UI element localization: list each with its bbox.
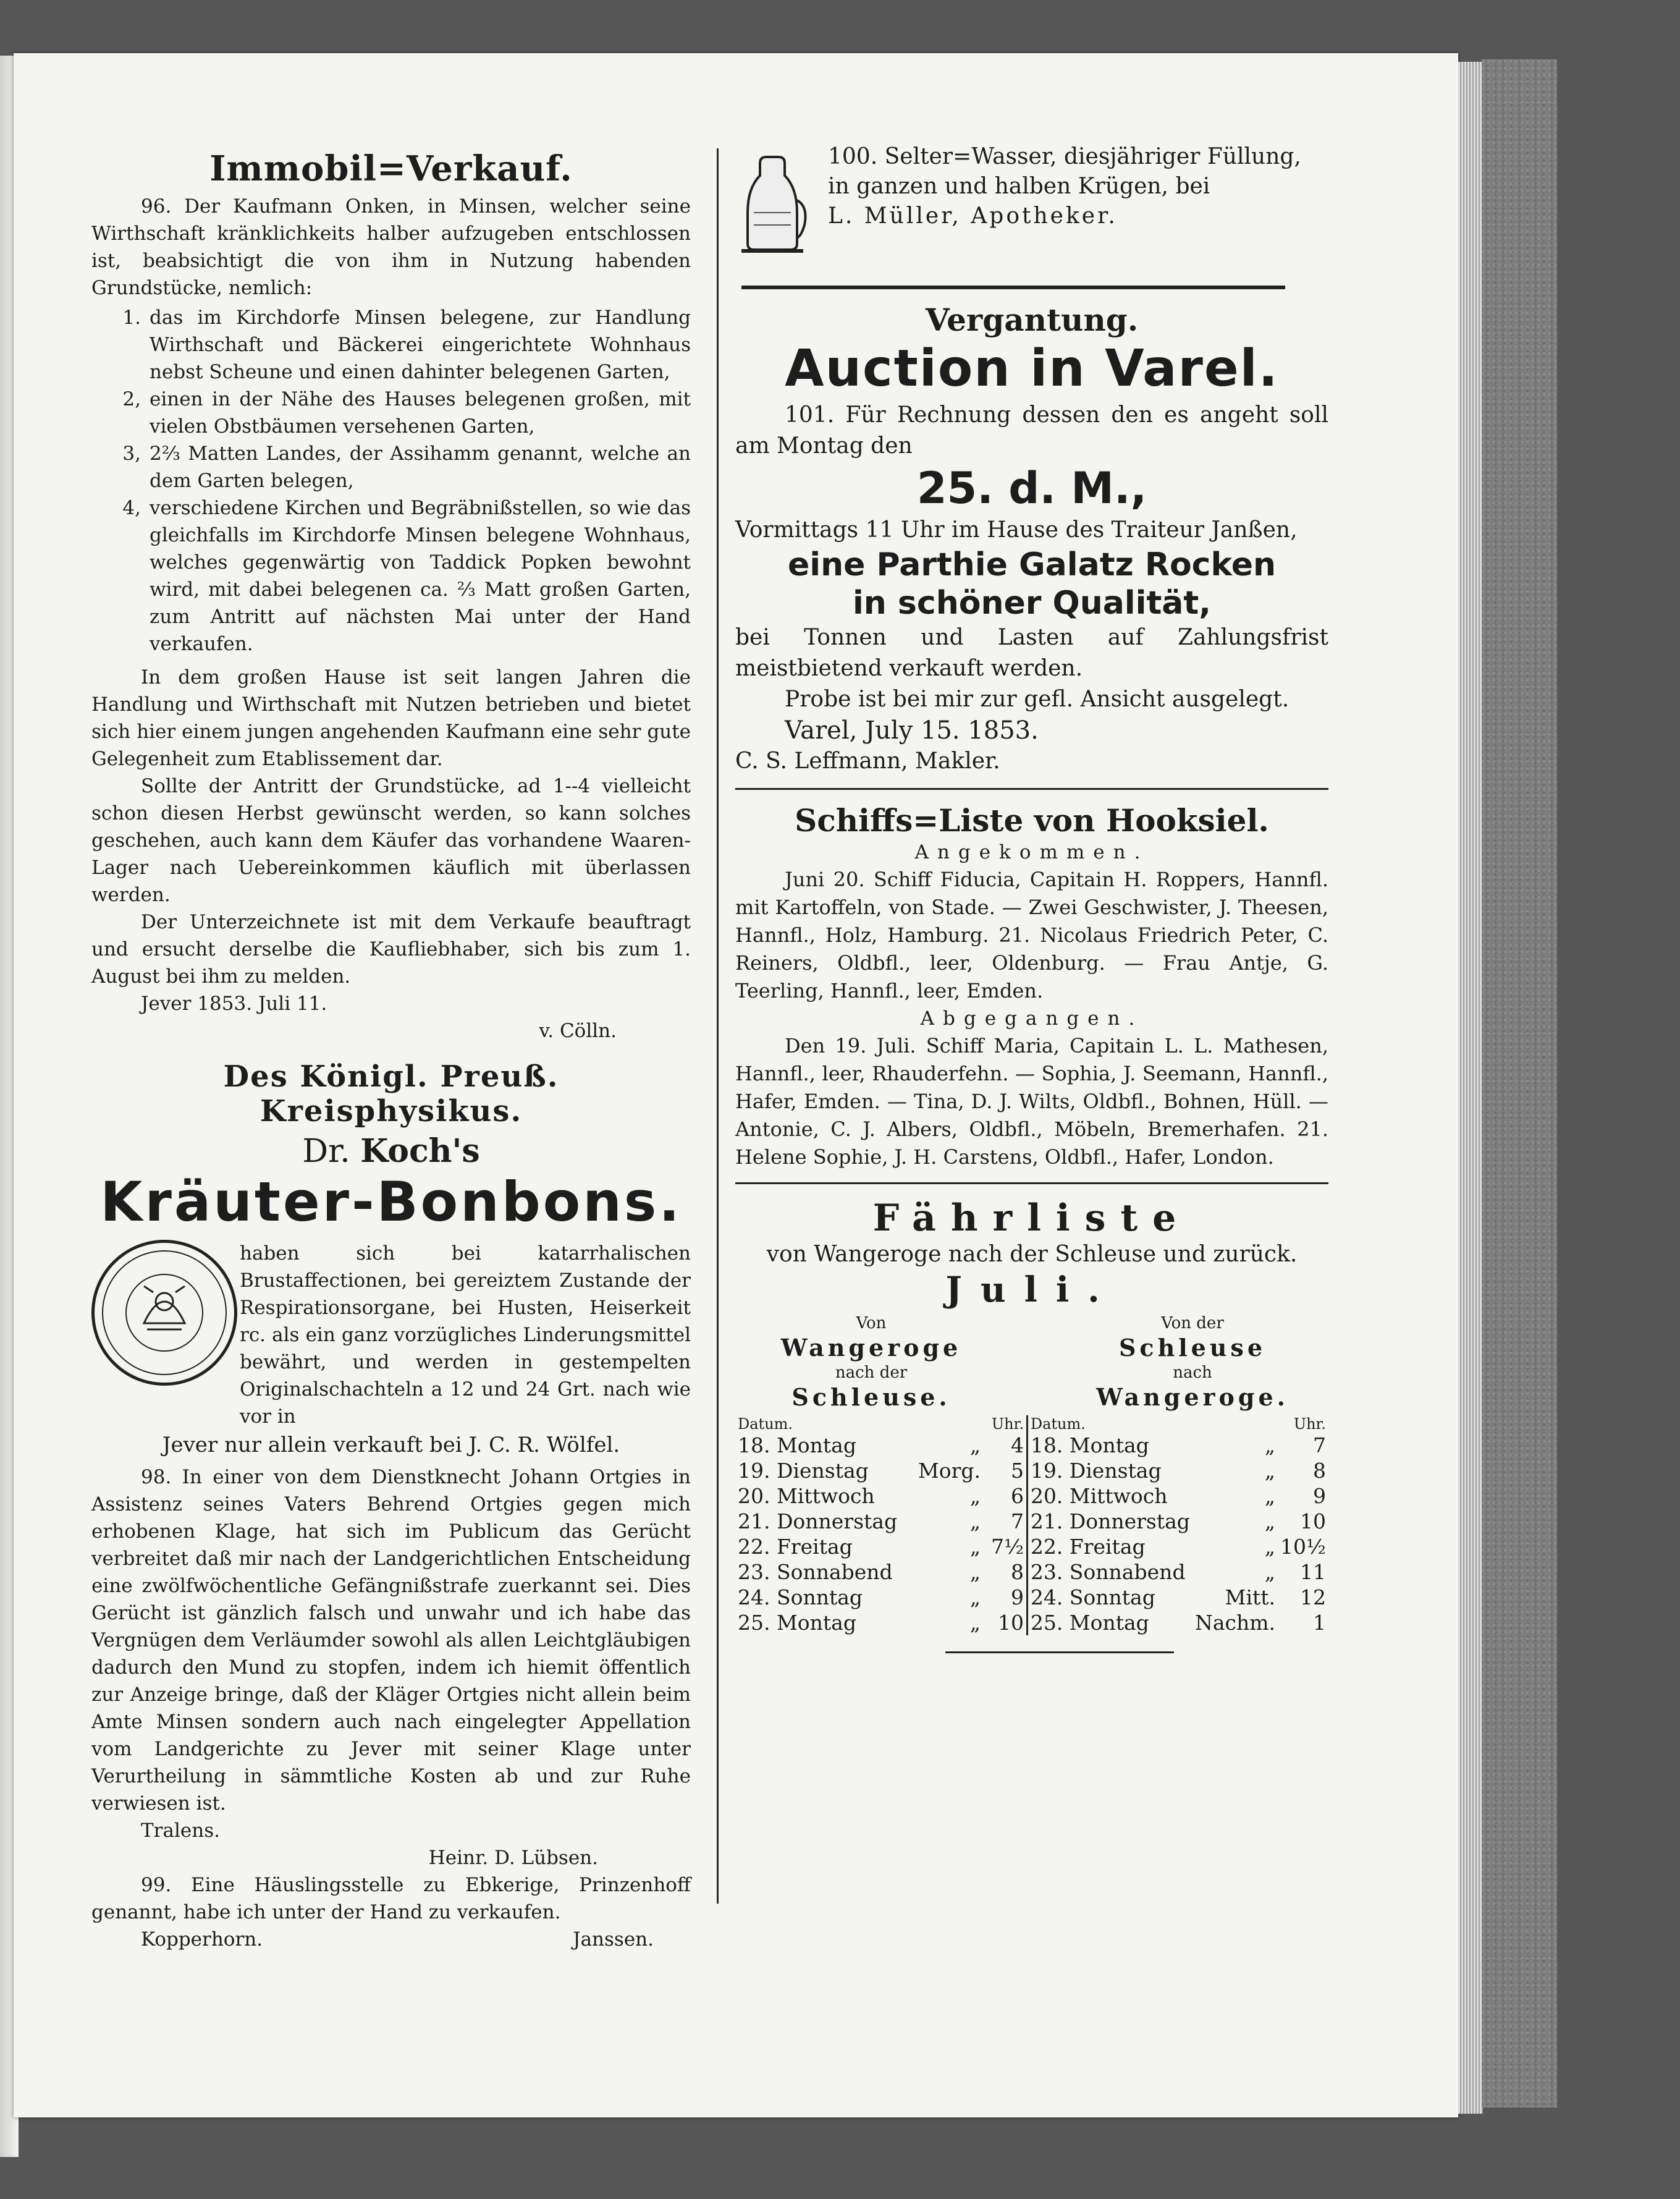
auction-heading: Auction in Varel.: [785, 339, 1279, 398]
cell-date: 24. Sonntag: [1030, 1585, 1155, 1609]
ad100-text: 100. Selter=Wasser, diesjähriger Füllung, in ganzen und halben Krügen, bei: [828, 144, 1301, 199]
ad101-text: bei Tonnen und Lasten auf Zahlungsfrist meistbietend verkauft werden.: [735, 625, 1328, 681]
table-row: [1028, 1509, 1328, 1534]
cell-period: Nachm.: [1194, 1611, 1276, 1635]
cell-hour: 7: [1313, 1433, 1326, 1457]
ad101-lot: eine Parthie Galatz Rocken: [788, 546, 1276, 583]
cell-period: Morg.: [918, 1459, 981, 1483]
marbled-cover: [1482, 59, 1557, 2108]
table-row: [735, 1534, 1026, 1559]
col-uhr: Uhr.: [991, 1415, 1024, 1433]
ferry-schedule: [735, 1415, 1328, 1635]
cell-hour: 8: [1011, 1560, 1024, 1584]
bonbons-heading: Kräuter-Bonbons.: [100, 1170, 682, 1234]
cell-date: 18. Montag: [1030, 1433, 1149, 1457]
cell-period: „: [969, 1535, 981, 1559]
ferry-heading: Fährliste: [872, 1197, 1191, 1240]
cell-period: „: [1264, 1560, 1276, 1584]
koch-seal-stamp: [91, 1240, 237, 1386]
cell-period: „: [1264, 1535, 1276, 1559]
caption-to: Schleuse.: [791, 1383, 951, 1411]
cell-date: 23. Sonnabend: [1030, 1560, 1186, 1584]
cell-hour: 9: [1313, 1484, 1326, 1508]
item-number: 3,: [122, 443, 141, 465]
cell-date: 25. Montag: [738, 1611, 856, 1635]
cell-hour: 11: [1300, 1560, 1326, 1584]
cell-period: „: [969, 1509, 981, 1533]
cell-hour: 6: [1011, 1484, 1024, 1508]
section-divider: [735, 788, 1328, 790]
table-row: [1028, 1585, 1328, 1610]
immobil-paragraph: In dem großen Hause ist seit langen Jahren die Handlung und Wirthschaft mit Nutzen betrieben und bietet sich hier einem jungen angehenden Kaufmann eine sehr gute Gelegenheit zum Etablissement dar.: [91, 666, 691, 770]
bonbons-seller: Jever nur allein verkauft bei J. C. R. Wölfel.: [162, 1433, 620, 1457]
ferry-subtitle: von Wangeroge nach der Schleuse und zurück.: [766, 1242, 1298, 1267]
item-text: einen in der Nähe des Hauses belegenen großen, mit vielen Obstbäumen versehenen Garten,: [150, 388, 691, 438]
cell-period: Mitt.: [1225, 1585, 1276, 1609]
col-datum: Datum.: [1030, 1415, 1086, 1433]
cell-hour: 10: [1300, 1509, 1326, 1533]
table-row: [1028, 1458, 1328, 1483]
cell-period: „: [969, 1484, 981, 1508]
table-row: [1028, 1559, 1328, 1585]
caption-from: Wangeroge: [780, 1334, 962, 1362]
cell-hour: 7: [1011, 1509, 1024, 1533]
physikus-heading: Des Königl. Preuß. Kreisphysikus.: [223, 1059, 559, 1129]
cell-period: „: [1264, 1509, 1276, 1533]
ad101-date: 25. d. M.,: [916, 463, 1147, 514]
cell-hour: 7½: [991, 1535, 1024, 1559]
immobil-date: Jever 1853. Juli 11.: [141, 993, 327, 1015]
cell-date: 25. Montag: [1030, 1611, 1149, 1635]
section-divider: [741, 286, 1285, 289]
cell-period: „: [1264, 1484, 1276, 1508]
cell-period: „: [969, 1585, 981, 1609]
ad98-signature: Heinr. D. Lübsen.: [428, 1847, 598, 1869]
bonbons-ad: [91, 1240, 691, 1430]
cell-date: 21. Donnerstag: [738, 1509, 898, 1533]
table-row: [1028, 1610, 1328, 1635]
table-row: [735, 1458, 1026, 1483]
ad100: [735, 142, 1328, 272]
ad101-text: Vormittags 11 Uhr im Hause des Traiteur Janßen,: [735, 517, 1298, 543]
table-row: [735, 1509, 1026, 1534]
ferry-table-return: [1028, 1415, 1328, 1635]
departed-text: Den 19. Juli. Schiff Maria, Capitain L. L. Mathesen, Hannfl., leer, Rhauderfehn. — Sophia, J. Seemann, Hannfl., Hafer, Emden. — Tina, D. J. Wilts, Oldbfl., Bohnen, Hüll. — Antonie, C. J. Albers, Oldbfl., Möbeln, Bremerhafen. 21. Helene Sophie, J. H. Carstens, Oldbfl., Hafer, London.: [735, 1034, 1328, 1169]
caption-to: Wangeroge.: [1096, 1383, 1289, 1411]
arrived-heading: Angekommen.: [914, 841, 1149, 863]
item-number: 2,: [122, 388, 141, 410]
caption-from: Schleuse: [1118, 1334, 1267, 1362]
bonbons-text: haben sich bei katarrhalischen Brustaffectionen, bei gereiztem Zustande der Respirationsorgane, bei Husten, Heiserkeit rc. als ein ganz vorzügliches Linderungsmittel bewährt, und werden in gestempelten Originalschachteln a 12 und 24 Grt. nach wie vor in: [240, 1242, 691, 1428]
ad101-text: Probe ist bei mir zur gefl. Ansicht ausgelegt.: [785, 687, 1290, 712]
cell-period: „: [969, 1560, 981, 1584]
item-number: 4,: [122, 497, 141, 519]
cell-hour: 8: [1313, 1459, 1326, 1483]
ad99-place: Kopperhorn.: [141, 1928, 263, 1951]
ad101-text: 101. Für Rechnung dessen den es angeht soll am Montag den: [735, 402, 1328, 459]
table-header-row: [1028, 1415, 1328, 1433]
cell-date: 20. Mittwoch: [738, 1484, 875, 1508]
ferry-caption-left: [735, 1313, 1007, 1412]
cell-date: 19. Dienstag: [738, 1459, 869, 1483]
caption-von: Von der: [1161, 1314, 1224, 1333]
table-row: [1028, 1433, 1328, 1458]
immobil-signature: v. Cölln.: [539, 1020, 617, 1042]
ferry-table-outbound: [735, 1415, 1026, 1635]
bottle-icon: [735, 151, 809, 256]
table-row: [735, 1610, 1026, 1635]
cell-period: „: [969, 1433, 981, 1457]
ferry-caption-right: [1057, 1313, 1328, 1412]
ad99-text: 99. Eine Häuslingsstelle zu Ebkerige, Prinzenhoff genannt, habe ich unter der Hand zu verkaufen.: [91, 1874, 691, 1923]
table-row: [735, 1585, 1026, 1610]
list-item: [91, 386, 691, 440]
closing-rule: [945, 1651, 1174, 1653]
col-uhr: Uhr.: [1293, 1415, 1326, 1433]
ad98-place: Tralens.: [141, 1820, 220, 1842]
ad98-text: 98. In einer von dem Dienstknecht Johann Ortgies in Assistenz seines Vaters Behrend Ortgies gegen mich erhobenen Klage, hat sich im Publicum das Gerücht verbreitet daß mir nach der Landgerichtlichen Entscheidung eine zwölfwöchentliche Gefängnißstrafe zuerkannt sei. Dies Gerücht ist gänzlich falsch und unwahr und ich habe das Vergnügen dem Verläumder sowohl als allen Leichtgläubigen dadurch den Mund zu stopfen, indem ich hiemit öffentlich zur Anzeige bringe, daß der Kläger Ortgies nicht allein beim Amte Minsen sondern auch nach eingelegter Appellation vom Landgerichte zu Jever mit seiner Klage unter Verurtheilung in sämmtliche Kosten ab und zur Ruhe verwiesen ist.: [91, 1466, 691, 1815]
caption-von: Von: [856, 1314, 887, 1333]
cell-date: 22. Freitag: [738, 1535, 853, 1559]
cell-date: 23. Sonnabend: [738, 1560, 893, 1584]
item-text: 2⅔ Matten Landes, der Assihamm genannt, welche an dem Garten belegen,: [150, 443, 691, 492]
cell-hour: 10: [998, 1611, 1024, 1635]
koch-name: Koch's: [360, 1132, 480, 1170]
ferry-captions: [735, 1313, 1328, 1412]
table-header-row: [735, 1415, 1026, 1433]
caption-nach: nach: [1173, 1363, 1212, 1382]
caption-nach: nach der: [835, 1363, 908, 1382]
cell-date: 19. Dienstag: [1030, 1459, 1162, 1483]
ferry-month: Juli.: [945, 1269, 1118, 1310]
right-column: [735, 142, 1328, 1653]
immobil-heading: Immobil=Verkauf.: [209, 148, 573, 189]
immobil-paragraph: Sollte der Antritt der Grundstücke, ad 1--4 vielleicht schon diesen Herbst gewünscht werden, so kann solches geschehen, auch kann dem Käufer das vorhandene Waaren-Lager nach Uebereinkommen käuflich mit überlassen werden.: [91, 775, 691, 906]
cell-date: 18. Montag: [738, 1433, 856, 1457]
table-row: [1028, 1483, 1328, 1509]
cell-hour: 10½: [1280, 1535, 1326, 1559]
vergantung-heading: Vergantung.: [925, 302, 1139, 338]
list-item: [91, 440, 691, 494]
cell-period: „: [1264, 1459, 1276, 1483]
cell-hour: 1: [1313, 1611, 1326, 1635]
ad99-footer: [91, 1926, 691, 1953]
item-text: verschiedene Kirchen und Begräbnißstellen, so wie das gleichfalls im Kirchdorfe Minsen belegene Wohnhaus, welches gegenwärtig von Taddick Popken bewohnt wird, mit dabei belegenen ca. ⅔ Matt großen Garten, zum Antritt auf nächsten Mai unter der Hand verkaufen.: [150, 497, 691, 655]
cell-date: 21. Donnerstag: [1030, 1509, 1190, 1533]
ad99-signature: Janssen.: [573, 1928, 654, 1951]
cell-date: 20. Mittwoch: [1030, 1484, 1168, 1508]
immobil-paragraph: Der Unterzeichnete ist mit dem Verkaufe beauftragt und ersucht derselbe die Kaufliebhaber, sich bis zum 1. August bei ihm zu melden.: [91, 911, 691, 988]
table-row: [735, 1483, 1026, 1509]
cell-hour: 12: [1300, 1585, 1326, 1609]
departed-heading: Abgegangen.: [920, 1007, 1144, 1030]
schiffsliste-heading: Schiffs=Liste von Hooksiel.: [795, 802, 1269, 839]
list-item: [91, 494, 691, 658]
arrived-text: Juni 20. Schiff Fiducia, Capitain H. Roppers, Hannfl. mit Kartoffeln, von Stade. — Zwei Geschwister, J. Theesen, Hannfl., Holz, Hamburg. 21. Nicolaus Friedrich Peter, C. Reiners, Oldbfl., leer, Oldenburg. — Frau Antje, G. Teerling, Hannfl., leer, Emden.: [735, 868, 1328, 1002]
ad101-signature: C. S. Leffmann, Makler.: [735, 748, 1000, 774]
cell-period: „: [1264, 1433, 1276, 1457]
section-divider: [735, 1182, 1328, 1184]
left-column: [91, 148, 691, 1953]
item-number: 1.: [122, 307, 141, 329]
ad101-lot: in schöner Qualität,: [852, 585, 1212, 622]
item-text: das im Kirchdorfe Minsen belegene, zur Handlung Wirthschaft und Bäckerei eingerichtete Wohnhaus nebst Scheune und einen dahinter belegenen Garten,: [150, 307, 691, 383]
list-item: [91, 304, 691, 386]
seal-emblem-icon: [95, 1243, 234, 1383]
koch-heading: [91, 1132, 691, 1170]
page-edges: [1458, 62, 1483, 2114]
cell-period: „: [969, 1611, 981, 1635]
table-row: [735, 1433, 1026, 1458]
cell-date: 22. Freitag: [1030, 1535, 1146, 1559]
cell-hour: 5: [1011, 1459, 1024, 1483]
table-row: [1028, 1534, 1328, 1559]
cell-hour: 9: [1011, 1585, 1024, 1609]
cell-hour: 4: [1011, 1433, 1024, 1457]
col-datum: Datum.: [738, 1415, 793, 1433]
ad100-signature: L. Müller, Apotheker.: [828, 203, 1118, 229]
koch-prefix: Dr.: [302, 1133, 350, 1170]
table-row: [735, 1559, 1026, 1585]
immobil-list: [91, 304, 691, 658]
ad101-place-date: Varel, July 15. 1853.: [785, 716, 1039, 745]
cell-date: 24. Sonntag: [738, 1585, 863, 1609]
immobil-intro: 96. Der Kaufmann Onken, in Minsen, welcher seine Wirthschaft kränklichkeits halber aufzugeben entschlossen ist, beabsichtigt die von ihm in Nutzung habenden Grundstücke, nemlich:: [91, 195, 691, 299]
column-divider: [717, 148, 719, 1904]
